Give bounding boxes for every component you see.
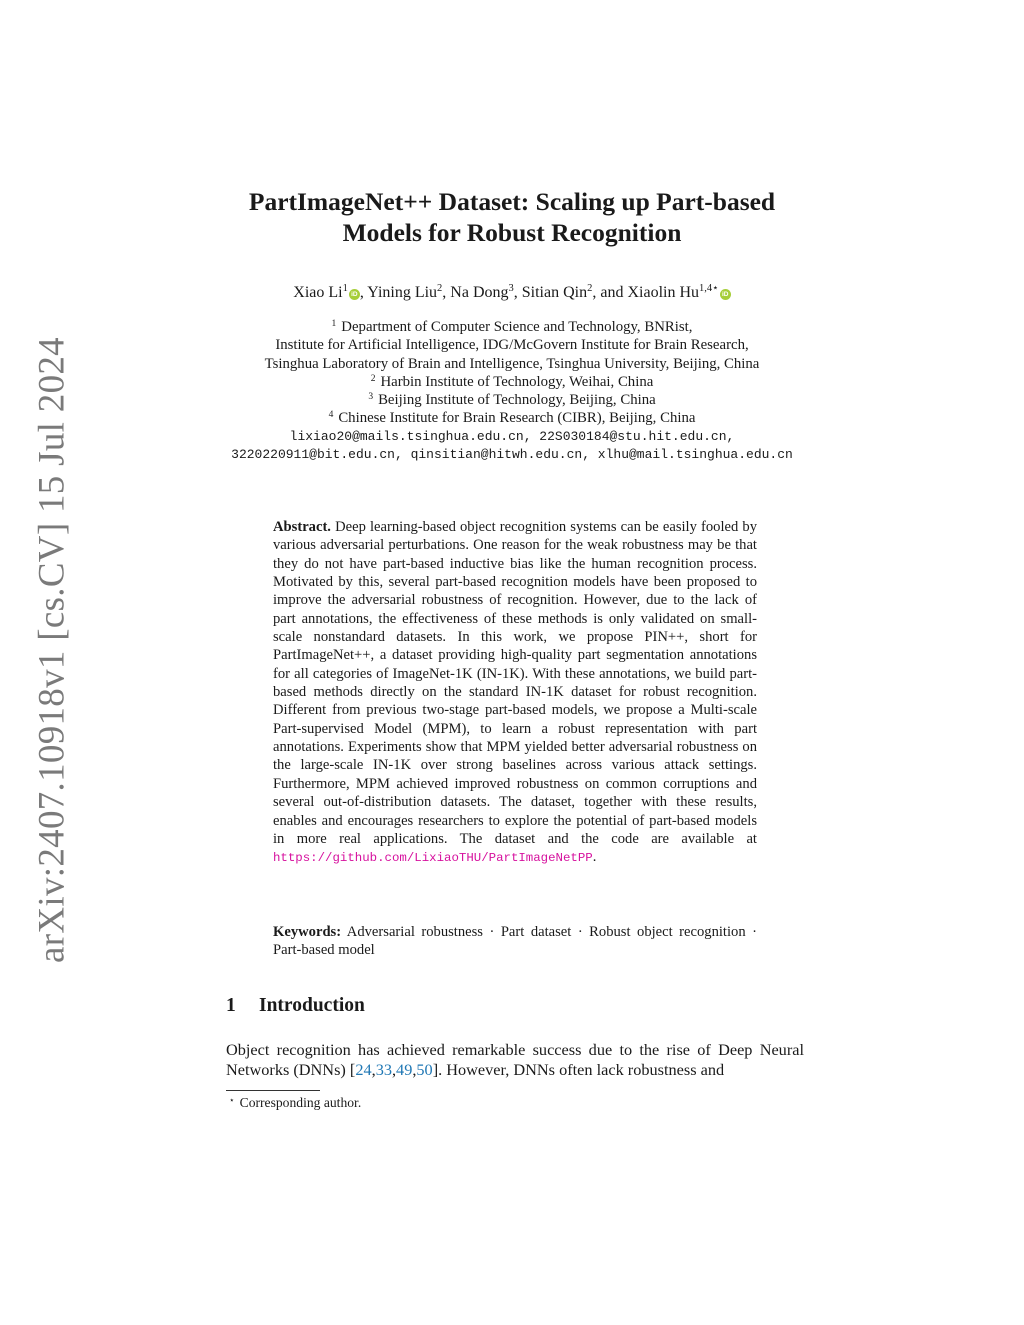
title-line-1: PartImageNet++ Dataset: Scaling up Part-based: [248, 187, 776, 216]
arxiv-identifier-stamp: arXiv:2407.10918v1 [cs.CV] 15 Jul 2024: [31, 337, 73, 963]
footnote-divider: [226, 1090, 320, 1091]
intro-text-after: ]. However, DNNs often lack robustness and: [432, 1060, 725, 1080]
affiliation-number: 1: [331, 319, 337, 329]
abstract-text: Deep learning-based object recognition systems can be easily fooled by various adversarial perturbations. One reason for the weak robustness may be that they do not have part-based inductive bias like the human recognition process. Motivated by this, several part-based recognition models have been proposed to improve the adversarial robustness of recognition. However, due to the lack of part annotations, the effectiveness of these methods is only validated on small-scale nonstandard datasets. In this work, we propose PIN++, short for PartImageNet++, a dataset providing high-quality part segmentation annotations for all categories of ImageNet-1K (IN-1K). With these annotations, we build part-based methods directly on the standard IN-1K dataset for robust recognition. Different from previous two-stage part-based models, we propose a Multi-scale Part-supervised Model (MPM), to learn a robust representation with part annotations. Experiments show that MPM yielded better adversarial robustness on the large-scale IN-1K over strong baselines across various attack settings. Furthermore, MPM achieved improved robustness on common corruptions and several out-of-distribution datasets. The dataset, together with these results, enables and encourages researchers to explore the potential of part-based models in more real applications. The dataset and the code are available at: [273, 519, 757, 847]
author-affiliation-mark: 3: [508, 283, 514, 294]
author-separator: ,: [513, 284, 522, 301]
author-name: Xiao Li: [293, 284, 343, 301]
introduction-paragraph: Object recognition has achieved remarkable success due to the rise of Deep Neural Networks (DNNs) [24,33,49,50]. However, DNNs often lack robustness and: [226, 1040, 804, 1080]
author-list: [0, 284, 1024, 302]
author-affiliation-mark: 2: [437, 283, 443, 294]
author-name: Xiaolin Hu: [627, 284, 700, 301]
affiliation-number: 3: [368, 392, 374, 403]
citation-link[interactable]: 24: [355, 1060, 372, 1080]
affiliation-3: $^3$ Beijing Institute of Technology, Beijing, China: [368, 392, 656, 409]
affiliation-1-line-2: Institute for Artificial Intelligence, IDG/McGovern Institute for Brain Research,: [275, 337, 749, 354]
section-number: 1: [226, 995, 236, 1016]
section-title: Introduction: [259, 995, 365, 1016]
orcid-icon[interactable]: iD: [349, 289, 360, 300]
citation-link[interactable]: 49: [396, 1060, 413, 1080]
citation-link[interactable]: 33: [375, 1060, 392, 1080]
author-affiliation-mark: 2: [587, 283, 593, 294]
author-separator: , and: [592, 284, 628, 301]
keywords: [273, 923, 757, 960]
code-repository-link[interactable]: https://github.com/LixiaoTHU/PartImageNetPP: [273, 851, 593, 866]
footnote-mark: ⋆: [229, 1095, 235, 1105]
abstract-label: Abstract.: [273, 519, 331, 535]
affiliation-number: 2: [370, 373, 376, 384]
affiliation-1-line-3: Tsinghua Laboratory of Brain and Intelligence, Tsinghua University, Beijing, China: [264, 355, 760, 372]
paper-title: [0, 186, 1024, 248]
affiliation-1-line-1: $^1$ Department of Computer Science and Technology, BNRist,: [331, 319, 693, 335]
title-line-2: Models for Robust Recognition: [342, 218, 682, 247]
orcid-icon[interactable]: iD: [720, 289, 731, 300]
intro-text-before: Object recognition has achieved remarkable success due to the rise of Deep Neural Networks (DNNs) [: [226, 1040, 804, 1080]
section-heading-introduction: [226, 995, 365, 1017]
author-name: Sitian Qin: [521, 284, 588, 301]
author-affiliation-mark: 1: [342, 283, 348, 294]
email-line-1[interactable]: lixiao20@mails.tsinghua.edu.cn, 22S030184@stu.hit.edu.cn,: [289, 428, 735, 444]
affiliation-4: $^4$ Chinese Institute for Brain Research (CIBR), Beijing, China: [328, 410, 696, 427]
affiliation-2: $^2$ Harbin Institute of Technology, Weihai, China: [370, 373, 654, 390]
affiliations: [0, 318, 1024, 464]
citation-link[interactable]: 50: [416, 1060, 433, 1080]
keywords-text: Adversarial robustness · Part dataset · Robust object recognition · Part-based model: [273, 924, 757, 959]
author-affiliation-mark: 1,4⋆: [699, 283, 719, 294]
author-separator: ,: [359, 284, 368, 301]
email-line-2[interactable]: 3220220911@bit.edu.cn, qinsitian@hitwh.edu.cn, xlhu@mail.tsinghua.edu.cn: [231, 447, 793, 463]
footnote: [229, 1095, 361, 1111]
author-separator: ,: [442, 284, 451, 301]
keywords-label: Keywords:: [273, 924, 342, 940]
author-name: Yining Liu: [367, 284, 438, 301]
affiliation-number: 4: [328, 410, 334, 421]
author-name: Na Dong: [450, 284, 509, 301]
footnote-text: Corresponding author.: [239, 1095, 362, 1110]
abstract: Abstract. Deep learning-based object recognition systems can be easily fooled by various adversarial perturbations. One reason for the weak robustness may be that they do not have part-based inductive bias like the human recognition process. Motivated by this, several part-based recognition models have been proposed to improve the adversarial robustness of recognition. However, due to the lack of part annotations, the effectiveness of these methods is only validated on small-scale nonstandard datasets. In this work, we propose PIN++, short for PartImageNet++, a dataset providing high-quality part segmentation annotations for all categories of ImageNet-1K (IN-1K). With these annotations, we build part-based methods directly on the standard IN-1K dataset for robust recognition. Different from previous two-stage part-based models, we propose a Multi-scale Part-supervised Model (MPM), to learn a robust representation with part annotations. Experiments show that MPM yielded better adversarial robustness on the large-scale IN-1K over strong baselines across various attack settings. Furthermore, MPM achieved improved robustness on common corruptions and several out-of-distribution datasets. The dataset, together with these results, enables and encourages researchers to explore the potential of part-based models in more real applications. The dataset and the code are available at https://github.com/LixiaoTHU/PartImageNetPP.: [273, 519, 757, 866]
